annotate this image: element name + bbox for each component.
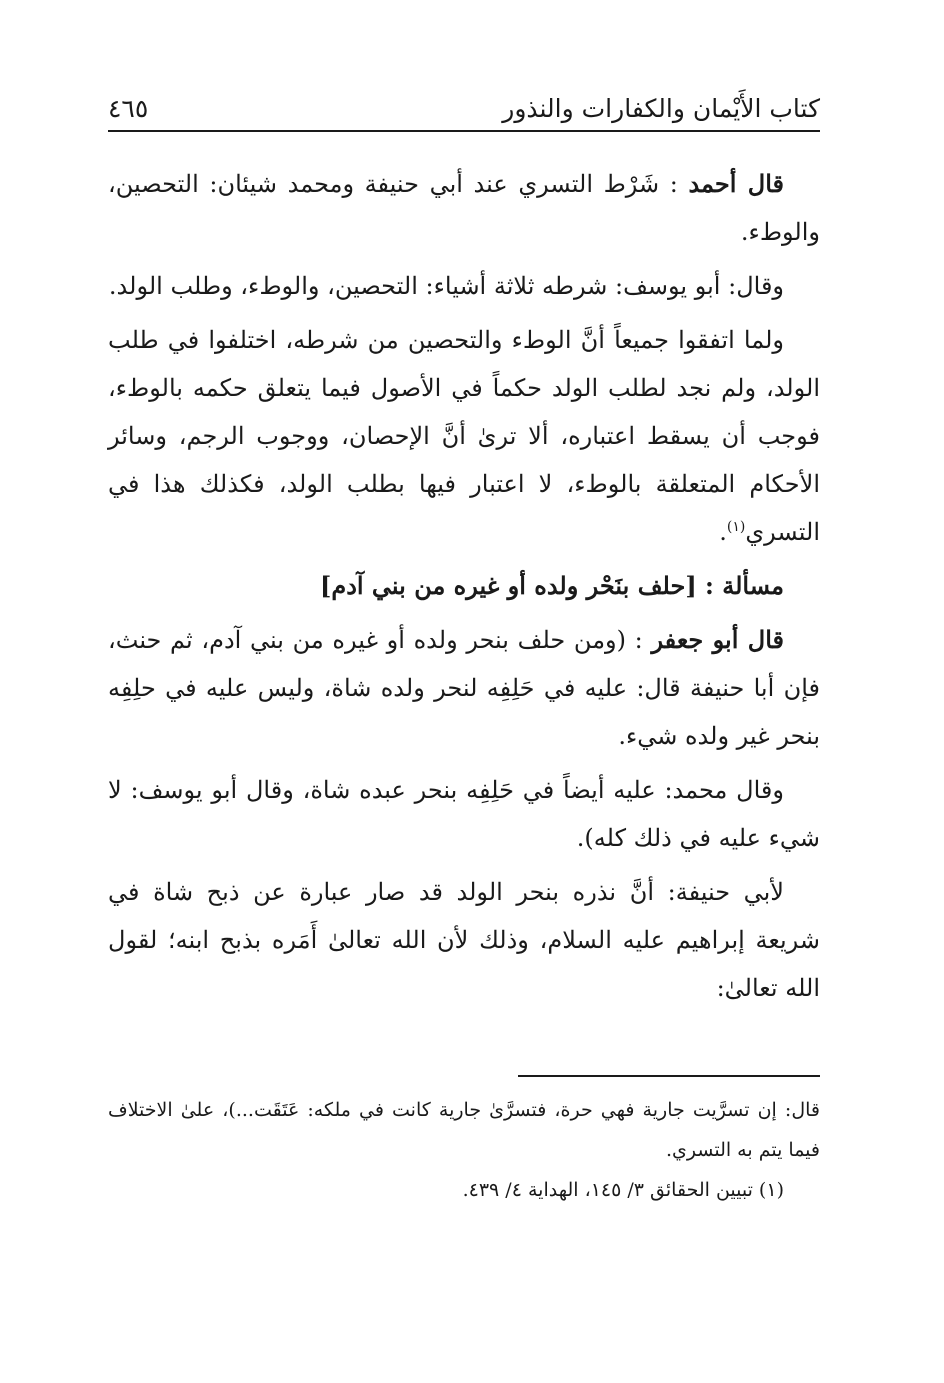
speaker-abu-jafar: قال أبو جعفر <box>651 625 784 654</box>
paragraph-1 <box>108 160 820 256</box>
main-text <box>108 160 820 1018</box>
footnote-1: (١) تبيين الحقائق ٣/ ١٤٥، الهداية ٤/ ٤٣٩. <box>462 1179 784 1201</box>
paragraph-1-text: : شَرْط التسري عند أبي حنيفة ومحمد شيئان: التحصين، والوطء. <box>108 170 820 246</box>
paragraph-3-end: . <box>719 518 727 546</box>
speaker-ahmad: قال أحمد <box>688 169 784 198</box>
footnote-continuation: قال: إن تسرَّيت جارية فهي حرة، فتسرَّىٰ جارية كانت في ملكه: عَتَقَت...)، علىٰ الاختلاف فيما يتم به التسري. <box>108 1099 820 1161</box>
paragraph-3 <box>108 316 820 556</box>
page-number: ٤٦٥ <box>108 94 149 123</box>
page-header <box>108 86 820 132</box>
paragraph-3-text: ولما اتفقوا جميعاً أنَّ الوطء والتحصين من شرطه، اختلفوا في طلب الولد، ولم نجد لطلب الولد حكماً في الأصول فيما يتعلق حكمه بالوطء، فوجب أن يسقط اعتباره، ألا ترىٰ أنَّ الإحصان، ووجوب الرجم، وسائر الأحكام المتعلقة بالوطء، لا اعتبار فيها بطلب الولد، فكذلك هذا في التسري <box>108 326 820 546</box>
footnote-separator <box>518 1075 820 1077</box>
running-title: كتاب الأَيْمان والكفارات والنذور <box>502 94 820 123</box>
paragraph-2: وقال: أبو يوسف: شرطه ثلاثة أشياء: التحصين، والوطء، وطلب الولد. <box>108 272 784 300</box>
footnote-ref-1[interactable]: (١) <box>726 519 746 535</box>
paragraph-4-text: : (ومن حلف بنحر ولده أو غيره من بني آدم، ثم حنث، فإن أبا حنيفة قال: عليه في حَلِفِه لنحر ولده شاة، وليس عليه في حلِفِه بنحر غير ولده شيء. <box>108 626 820 750</box>
section-heading: مسألة : [حلف بنَحْر ولده أو غيره من بني آدم] <box>319 571 784 600</box>
paragraph-6: لأبي حنيفة: أنَّ نذره بنحر الولد قد صار عبارة عن ذبح شاة في شريعة إبراهيم عليه السلام، وذلك لأن الله تعالىٰ أَمَره بذبح ابنه؛ لقول الله تعالىٰ: <box>108 878 820 1002</box>
footnotes <box>108 1090 820 1210</box>
paragraph-4 <box>108 616 820 760</box>
paragraph-5: وقال محمد: عليه أيضاً في حَلِفِه بنحر عبده شاة، وقال أبو يوسف: لا شيء عليه في ذلك كله). <box>108 776 820 852</box>
